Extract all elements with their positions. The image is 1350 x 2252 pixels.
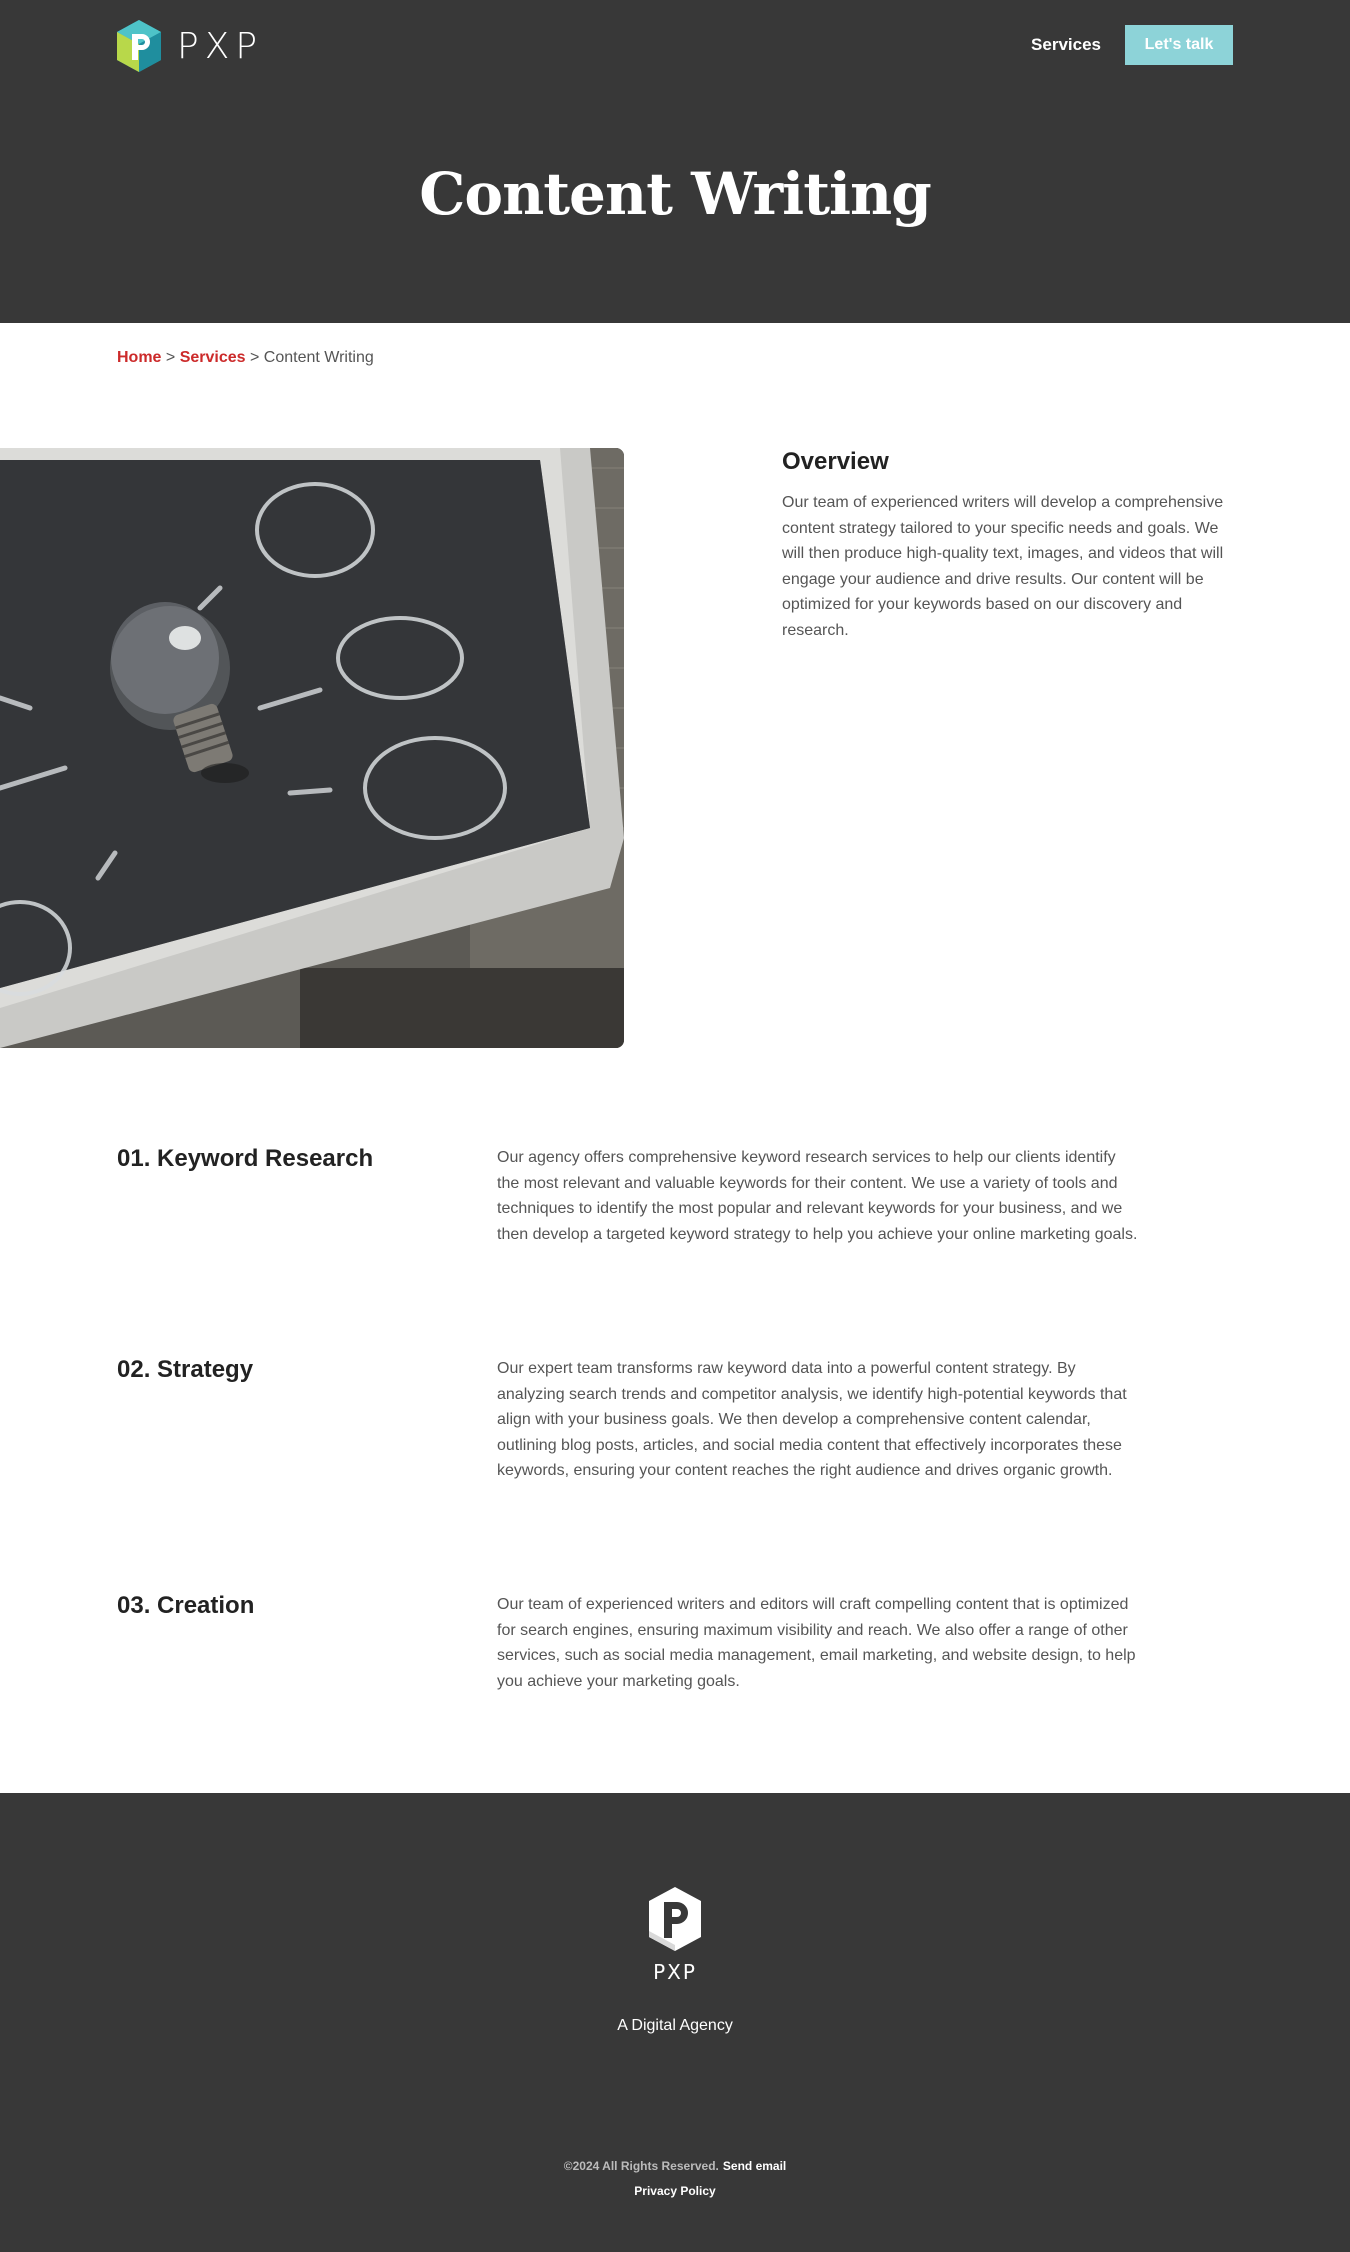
main-nav [1031, 25, 1233, 65]
overview-body: Our team of experienced writers will develop a comprehensive content strategy tailored to your specific needs and goals. We will then produce high-quality text, images, and videos that will engage your audience and drive results. Our content will be optimized for your keywords based on our discovery and research. [782, 494, 1224, 639]
lets-talk-button[interactable]: Let's talk [1125, 25, 1233, 65]
overview-photo [0, 448, 624, 1048]
site-logo[interactable] [117, 20, 263, 72]
overview-heading: Overview [782, 448, 889, 475]
step-title: 03. Creation [117, 1592, 255, 1619]
pxp-footer-logo-icon[interactable] [645, 1887, 705, 1983]
breadcrumb-services-link[interactable]: Services [179, 349, 246, 366]
breadcrumb-separator: > [161, 349, 180, 366]
privacy-policy-link[interactable]: Privacy Policy [634, 2184, 716, 2198]
breadcrumb [117, 349, 374, 367]
logo-text: PXP [177, 25, 264, 67]
breadcrumb-current: Content Writing [263, 349, 374, 366]
page-title: Content Writing [419, 160, 931, 228]
overview-section [782, 448, 1232, 644]
hero-header [0, 0, 1350, 323]
step-body: Our expert team transforms raw keyword data into a powerful content strategy. By analyzing search trends and competitor analysis, we identify high-potential keywords that align with your business goals. We then develop a comprehensive content calendar, outlining blog posts, articles, and social media content that effectively incorporates these keywords, ensuring your content reaches the right audience and drives organic growth. [497, 1360, 1127, 1480]
step-title: 01. Keyword Research [117, 1145, 374, 1172]
step-body: Our team of experienced writers and editors will craft compelling content that is optimized for search engines, ensuring maximum visibility and reach. We also offer a range of other services, such as social media management, email marketing, and website design, to help you achieve your marketing goals. [497, 1596, 1136, 1690]
breadcrumb-home-link[interactable]: Home [117, 349, 162, 366]
pxp-logo-icon [117, 20, 161, 72]
site-footer [0, 1793, 1350, 2252]
breadcrumb-separator: > [245, 349, 264, 366]
footer-logo-text: PXP [653, 1960, 697, 1983]
chalkboard-lightbulb-image [0, 448, 624, 1048]
footer-tagline: A Digital Agency [617, 2017, 733, 2034]
step-title: 02. Strategy [117, 1356, 254, 1383]
step-body: Our agency offers comprehensive keyword research services to help our clients identify the most relevant and valuable keywords for their content. We use a variety of tools and techniques to identify the most popular and relevant keywords for your business, and we then develop a targeted keyword strategy to help you achieve your online marketing goals. [497, 1149, 1138, 1243]
nav-services-link[interactable]: Services [1031, 35, 1101, 54]
footer-copyright [0, 2159, 1350, 2173]
copyright-text: ©2024 All Rights Reserved. [563, 2159, 719, 2173]
send-email-link[interactable]: Send email [722, 2159, 787, 2173]
